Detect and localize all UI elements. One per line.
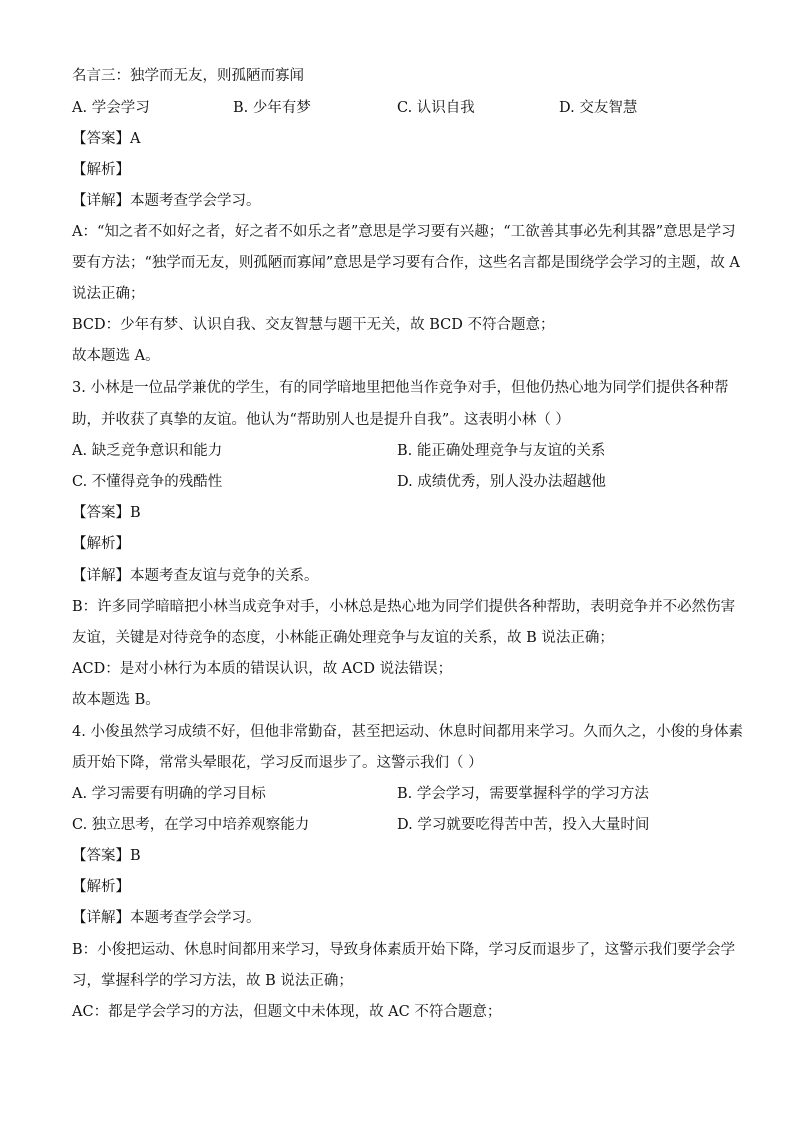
q3-conclusion: 故本题选 B。 [72,692,160,708]
q2-option-a: A. 学会学习 [72,100,150,116]
q4-stem-line-1: 4. 小俊虽然学习成绩不好，但他非常勤奋，甚至把运动、休息时间都用来学习。久而久之，小俊的身体素 [72,724,743,740]
q4-option-c: C. 独立思考，在学习中培养观察能力 [72,817,310,833]
q2-answer: 【答案】A [72,131,141,147]
q3-option-c: C. 不懂得竞争的残酷性 [72,474,223,490]
q2-explanation-line-3: 说法正确； [72,286,145,302]
q3-option-d: D. 成绩优秀，别人没办法超越他 [397,474,606,490]
q4-stem-line-2: 质开始下降，常常头晕眼花，学习反而退步了。这警示我们（ ） [72,755,483,771]
q2-option-c: C. 认识自我 [397,100,475,116]
q4-detail: 【详解】本题考查学会学习。 [72,910,261,926]
q2-quote-3: 名言三：独学而无友，则孤陋而寡闻 [72,68,304,84]
q3-analysis-heading: 【解析】 [72,536,130,552]
q3-stem-line-2: 助，并收获了真挚的友谊。他认为“帮助别人也是提升自我”。这表明小林（ ） [72,412,570,428]
q3-option-a: A. 缺乏竞争意识和能力 [72,443,223,459]
q3-explanation-line-1: B：许多同学暗暗把小林当成竞争对手，小林总是热心地为同学们提供各种帮助，表明竞争并不必然伤害 [72,599,736,615]
q3-explanation-line-3: ACD：是对小林行为本质的错误认识，故 ACD 说法错误； [72,661,453,677]
q3-detail: 【详解】本题考查友谊与竞争的关系。 [72,568,319,584]
q4-option-a: A. 学习需要有明确的学习目标 [72,786,266,802]
q4-explanation-line-3: AC：都是学会学习的方法，但题文中未体现，故 AC 不符合题意； [72,1004,502,1020]
q4-explanation-line-2: 习，掌握科学的学习方法，故 B 说法正确； [72,973,353,989]
q2-conclusion: 故本题选 A。 [72,348,160,364]
q4-analysis-heading: 【解析】 [72,879,130,895]
q3-stem-line-1: 3. 小林是一位品学兼优的学生，有的同学暗地里把他当作竞争对手，但他仍热心地为同学们提供各种帮 [72,380,729,396]
q4-option-d: D. 学习就要吃得苦中苦，投入大量时间 [397,817,650,833]
q2-option-d: D. 交友智慧 [559,100,638,116]
q2-explanation-line-2: 要有方法；“独学而无友，则孤陋而寡闻”意思是学习要有合作，这些名言都是围绕学会学习的主题，故 A [72,255,740,271]
q2-option-b: B. 少年有梦 [233,100,311,116]
q4-option-b: B. 学会学习，需要掌握科学的学习方法 [397,786,649,802]
q4-answer: 【答案】B [72,848,141,864]
q2-explanation-line-4: BCD：少年有梦、认识自我、交友智慧与题干无关，故 BCD 不符合题意； [72,317,555,333]
q2-detail: 【详解】本题考查学会学习。 [72,193,261,209]
q3-explanation-line-2: 友谊，关键是对待竞争的态度，小林能正确处理竞争与友谊的关系，故 B 说法正确； [72,630,614,646]
q3-option-b: B. 能正确处理竞争与友谊的关系 [397,443,606,459]
q4-explanation-line-1: B：小俊把运动、休息时间都用来学习，导致身体素质开始下降，学习反而退步了，这警示我们要学会学 [72,942,736,958]
q2-explanation-line-1: A：“知之者不如好之者，好之者不如乐之者”意思是学习要有兴趣；“工欲善其事必先利其器”意思是学习 [72,224,736,240]
q2-analysis-heading: 【解析】 [72,162,130,178]
q3-answer: 【答案】B [72,505,141,521]
